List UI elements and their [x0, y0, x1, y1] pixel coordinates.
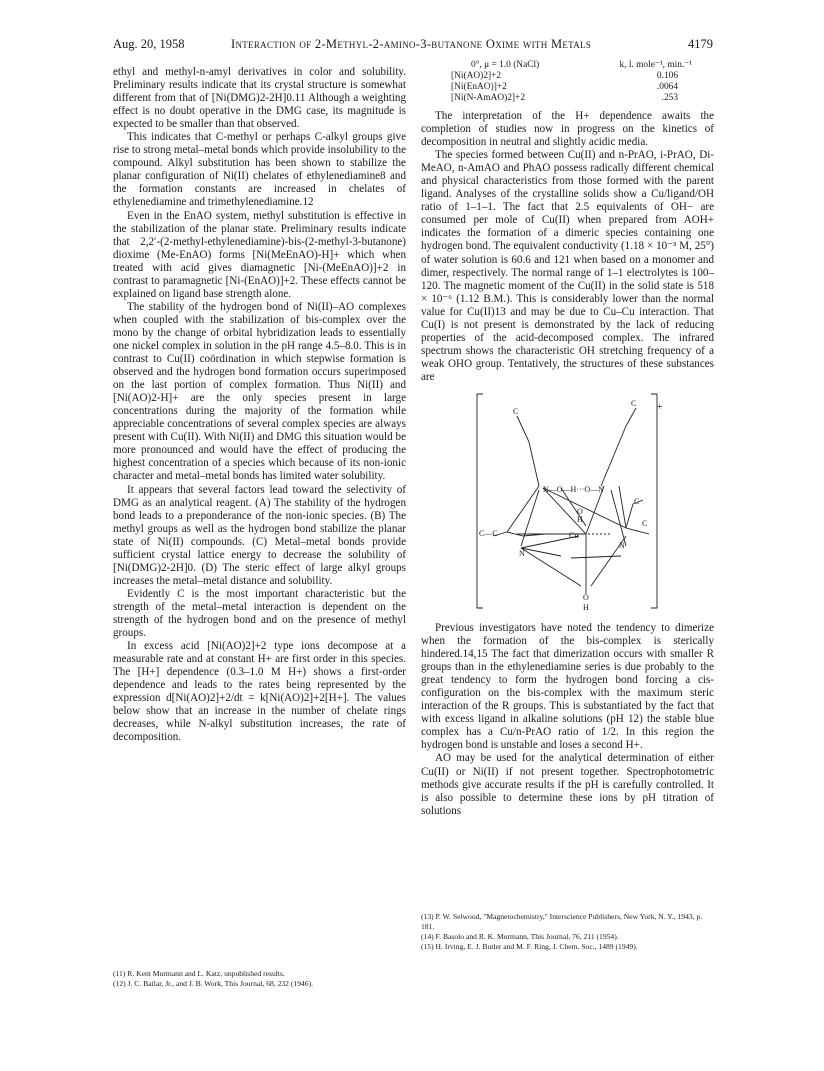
running-header — [113, 37, 713, 53]
table-species: [Ni(AO)2]+2 — [451, 71, 502, 81]
left-paragraph-2: This indicates that C-methyl or perhaps C-alkyl groups give rise to strong metal–metal bonds which provide insolubility to the compound. Alkyl substitution has been shown to stabilize the planar configuration of Ni(II) chelates of ethylenediamine8 and the formation constants are increased in chelates of ethylenediamine and trimethylenediamine.12 — [113, 131, 406, 209]
left-bracket — [477, 394, 483, 608]
table-row — [421, 71, 714, 82]
right-bracket — [651, 394, 657, 608]
left-paragraph-4: The stability of the hydrogen bond of Ni(II)–AO complexes when coupled with the stabilization of bis-complex over the mono by the change of orbital hybridization leads to essentially one nickel complex in solution in the pH range 4.5–8.0. This is in contrast to Cu(II) coördination in which stepwise formation is observed and the hydrogen bond formation occurs superimposed on the last portion of complex formation. Thus Ni(II) and [Ni(AO)2-H]+ are the only species present in large concentrations during the majority of the formation while appreciable concentrations of several complex species are always present with Cu(II). With Ni(II) and DMG this situation would be more pronounced and would have the effect of producing the highest concentration of a species which because of its non-ionic character and metal–metal bonds has limited water solubility. — [113, 300, 406, 483]
rate-table-header — [421, 60, 714, 71]
table-value: .253 — [661, 93, 678, 103]
atom-o-bottom: O — [583, 592, 589, 602]
right-paragraph-1: The interpretation of the H+ dependence awaits the completion of studies now in progress on the kinetics of decomposition in neutral and slightly acidic media. — [421, 110, 714, 149]
footnote-13: (13) P. W. Selwood, "Magnetochemistry," Interscience Publishers, New York, N. Y., 1943, p. 181. — [421, 912, 703, 931]
atom-c-top-right: C — [631, 398, 637, 408]
rate-table-unit: k, l. mole⁻¹, min.⁻¹ — [619, 60, 692, 70]
charge-plus: + — [657, 401, 663, 413]
footnote-15: (15) H. Irving, E. J. Butler and M. F. Ring, J. Chem. Soc., 1489 (1949). — [421, 942, 638, 951]
left-paragraph-6: Evidently C is the most important characteristic but the strength of the metal–metal interaction is dependent on the strength of the hydrogen bond and on the presence of methyl groups. — [113, 587, 406, 640]
structure-diagram — [421, 386, 714, 618]
atom-h-bottom: H — [583, 602, 589, 612]
hydrogen-bond-label: N—O—H···O—N — [543, 484, 604, 494]
atom-cu-center: Cu — [569, 530, 579, 540]
table-species: [Ni(EnAO)]+2 — [451, 82, 507, 92]
table-species: [Ni(N-AmAO)2]+2 — [451, 93, 526, 103]
left-footnotes — [113, 969, 406, 989]
table-value: 0.106 — [656, 71, 678, 81]
copper-dimer-structure — [421, 386, 714, 618]
atom-c-right: C — [634, 496, 640, 506]
footnote-12: (12) J. C. Bailar, Jr., and J. B. Work, This Journal, 68, 232 (1946). — [113, 979, 314, 988]
footnote-11: (11) R. Kent Murmann and L. Katz, unpublished results. — [113, 969, 285, 978]
left-column — [113, 66, 406, 744]
right-footnotes — [421, 912, 714, 952]
atom-c-top-left: C — [513, 406, 519, 416]
header-title: Interaction of 2-Methyl-2-amino-3-butanone Oxime with Metals — [231, 37, 592, 51]
left-paragraph-7: In excess acid [Ni(AO)2]+2 type ions decompose at a measurable rate and at constant H+ are first order in this species. The [H+] dependence (0.3–1.0 M H+) shows a first-order dependence and leads to the rates being represented by the expression d[Ni(AO)2]+2/dt = k[Ni(AO)2]+2[H+]. The values below show that an increase in the number of chelate rings decreases, while N-alkyl substitution increases, the rate of decomposition. — [113, 640, 406, 744]
left-paragraph-1: ethyl and methyl-n-amyl derivatives in color and solubility. Preliminary results indicate that its crystal structure is somewhat different from that of [Ni(DMG)2-2H]0.11 Although a weighting effect is no doubt operative in the DMG case, its magnitude is expected to be smaller than that observed. — [113, 66, 406, 131]
rate-table-condition: 0°, μ = 1.0 (NaCl) — [471, 60, 540, 70]
atom-c-right-lower: C — [642, 518, 648, 528]
group-c-c-left: C—C — [479, 528, 498, 538]
right-column — [421, 60, 714, 818]
footnote-14: (14) F. Basolo and R. K. Murmann, This Journal, 76, 211 (1954). — [421, 932, 619, 941]
table-row — [421, 93, 714, 104]
atom-h-upper: H — [577, 514, 583, 524]
atom-n-right: N — [619, 540, 625, 550]
table-row — [421, 82, 714, 93]
left-paragraph-5: It appears that several factors lead toward the selectivity of DMG as an analytical reagent. (A) The stability of the hydrogen bond leads to a preponderance of the non-ionic species. (B) The methyl groups as well as the hydrogen bond stabilize the planar state of Ni(II) compounds. (C) Metal–metal bonds provide sufficient crystal lattice energy to decrease the solubility of [Ni(DMG)2-2H]0. (D) The steric effect of large alkyl groups increases the metal–metal distance and solubility. — [113, 483, 406, 587]
page-number: 4179 — [688, 37, 713, 51]
right-paragraph-2: The species formed between Cu(II) and n-PrAO, i-PrAO, Di-MeAO, n-AmAO and PhAO possess radically different chemical and physical characteristics from those formed with the parent ligand. Analyses of the crystalline solids show a Cu/ligand/OH ratio of 1–1–1. The fact that 2.5 equivalents of OH− are consumed per mole of Cu(II) when prepared from AOH+ indicates the formation of a dimeric species containing one hydrogen bond. The equivalent conductivity (1.18 × 10⁻³ M, 25°) of water solution is 60.6 and 121 when based on a monomer and dimer, respectively. The normal range of 1–1 electrolytes is 100–120. The magnetic moment of the Cu(II) in the solid state is 518 × 10⁻⁶ (1.12 B.M.). This is considerably lower than the normal value for Cu(II)13 and may be due to Cu–Cu interaction. That Cu(I) is not present is demonstrated by the lack of reducing properties of the acid-decomposed complex. The infrared spectrum shows the characteristic OH stretching frequency of a weak OHO group. Tentatively, the structures of these substances are — [421, 149, 714, 383]
rate-table — [421, 60, 714, 104]
right-paragraph-4: AO may be used for the analytical determination of either Cu(II) or Ni(II) if not present together. Spectrophotometric methods give accurate results if the pH is carefully controlled. It is also possible to determine these ions by pH titration of solutions — [421, 752, 714, 817]
atom-n-left: N — [519, 548, 525, 558]
left-paragraph-3: Even in the EnAO system, methyl substitution is effective in the stabilization of the planar state. Preliminary results indicate that 2,2′-(2-methyl-ethylenediamine)-bis-(2-methyl-3-butanone) dioxime (Me-EnAO) forms [Ni(MeEnAO)-H]+ which when treated with acid gives diamagnetic [Ni-(MeEnAO)]+2 in contrast to paramagnetic [Ni-(EnAO)]+2. These effects cannot be explained on ligand base strength alone. — [113, 209, 406, 300]
header-date: Aug. 20, 1958 — [113, 37, 185, 51]
right-paragraph-3: Previous investigators have noted the tendency to dimerize when the formation of the bis-complex is sterically hindered.14,15 The fact that dimerization occurs with smaller R groups than in the ethylenediamine series is due probably to the great tendency to form the hydrogen bond forcing a cis-configuration on the bis-complex with the maximum steric interaction of the R groups. This is substantiated by the fact that with excess ligand in alkaline solutions (pH 12) the stable blue complex has a Cu/n-PrAO ratio of 1/2. In this region the hydrogen bond is unstable and loses a second H+. — [421, 621, 714, 752]
atom-o-upper: O — [577, 506, 583, 516]
table-value: .0064 — [656, 82, 678, 92]
